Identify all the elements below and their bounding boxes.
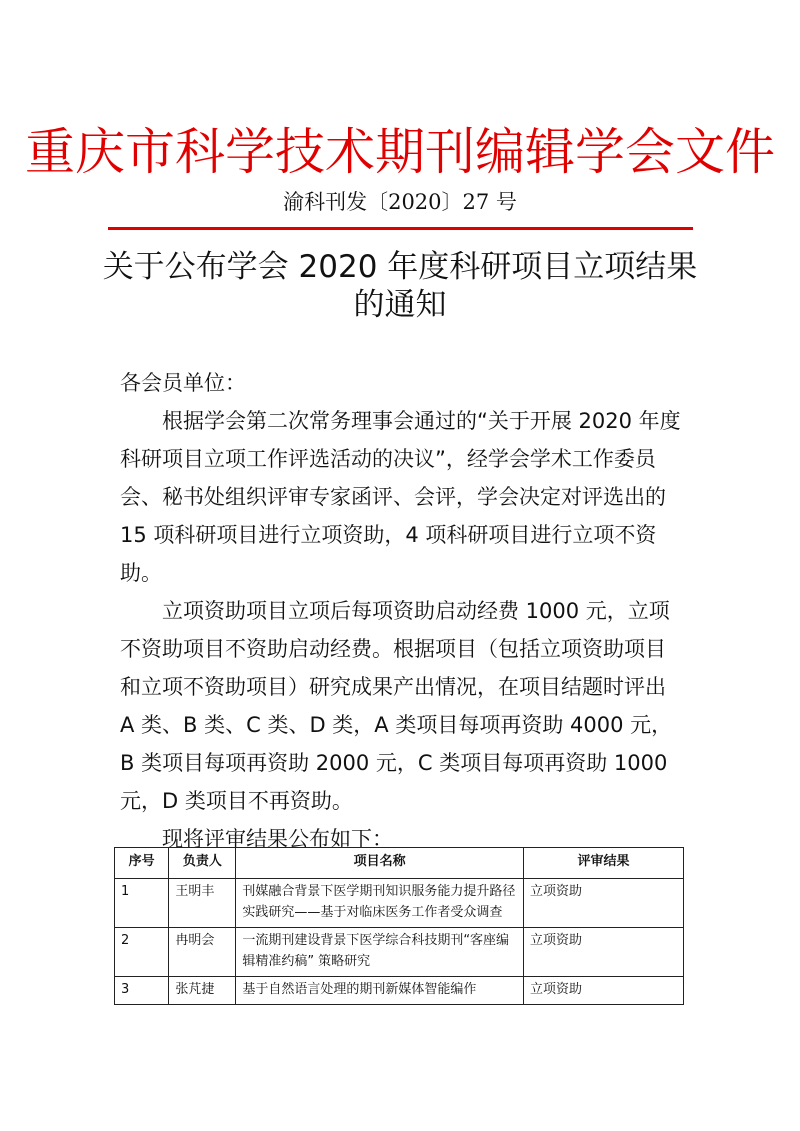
results-table: [114, 847, 684, 1005]
notice-title: [0, 248, 800, 324]
row-leader: 王明丰: [169, 879, 236, 928]
red-divider-line: [108, 227, 693, 230]
row-project: 基于自然语言处理的期刊新媒体智能编作: [236, 977, 524, 1005]
table-row: [115, 977, 684, 1005]
paragraph-3: 现将评审结果公布如下：: [162, 827, 393, 851]
document-number: 渝科刊发〔2020〕27 号: [283, 190, 517, 214]
notice-title-line-2: 的通知: [353, 287, 447, 323]
row-leader: 冉明会: [169, 928, 236, 977]
row-no: 2: [115, 928, 169, 977]
notice-title-line-1: 关于公布学会 2020 年度科研项目立项结果: [102, 249, 698, 285]
notice-body: [120, 364, 685, 858]
row-no: 3: [115, 977, 169, 1005]
org-title: 重庆市科学技术期刊编辑学会文件: [25, 123, 775, 181]
salutation: 各会员单位：: [120, 371, 246, 395]
row-result: 立项资助: [523, 879, 683, 928]
row-result: 立项资助: [523, 977, 683, 1005]
table-row: [115, 879, 684, 928]
header-leader: 负责人: [169, 848, 236, 879]
paragraph-2: 立项资助项目立项后每项资助启动经费 1000 元，立项不资助项目不资助启动经费。根据项目（包括立项资助项目和立项不资助项目）研究成果产出情况，在项目结题时评出 A 类、B 类、C 类、D 类，A 类项目每项再资助 4000 元，B 类项目每项再资助 2000 元，C 类项目每项再资助 1000 元，D 类项目不再资助。: [120, 599, 673, 813]
row-leader: 张芃捷: [169, 977, 236, 1005]
table-row: [115, 928, 684, 977]
row-project: 刊媒融合背景下医学期刊知识服务能力提升路径实践研究——基于对临床医务工作者受众调查: [236, 879, 524, 928]
paragraph-1: 根据学会第二次常务理事会通过的“关于开展 2020 年度科研项目立项工作评选活动的决议”，经学会学术工作委员会、秘书处组织评审专家函评、会评，学会决定对评选出的 15 项科研项目进行立项资助，4 项科研项目进行立项不资助。: [120, 409, 681, 585]
header-project: 项目名称: [236, 848, 524, 879]
table-header-row: [115, 848, 684, 879]
header-no: 序号: [115, 848, 169, 879]
header-result: 评审结果: [523, 848, 683, 879]
row-result: 立项资助: [523, 928, 683, 977]
row-no: 1: [115, 879, 169, 928]
row-project: 一流期刊建设背景下医学综合科技期刊“客座编辑精准约稿” 策略研究: [236, 928, 524, 977]
